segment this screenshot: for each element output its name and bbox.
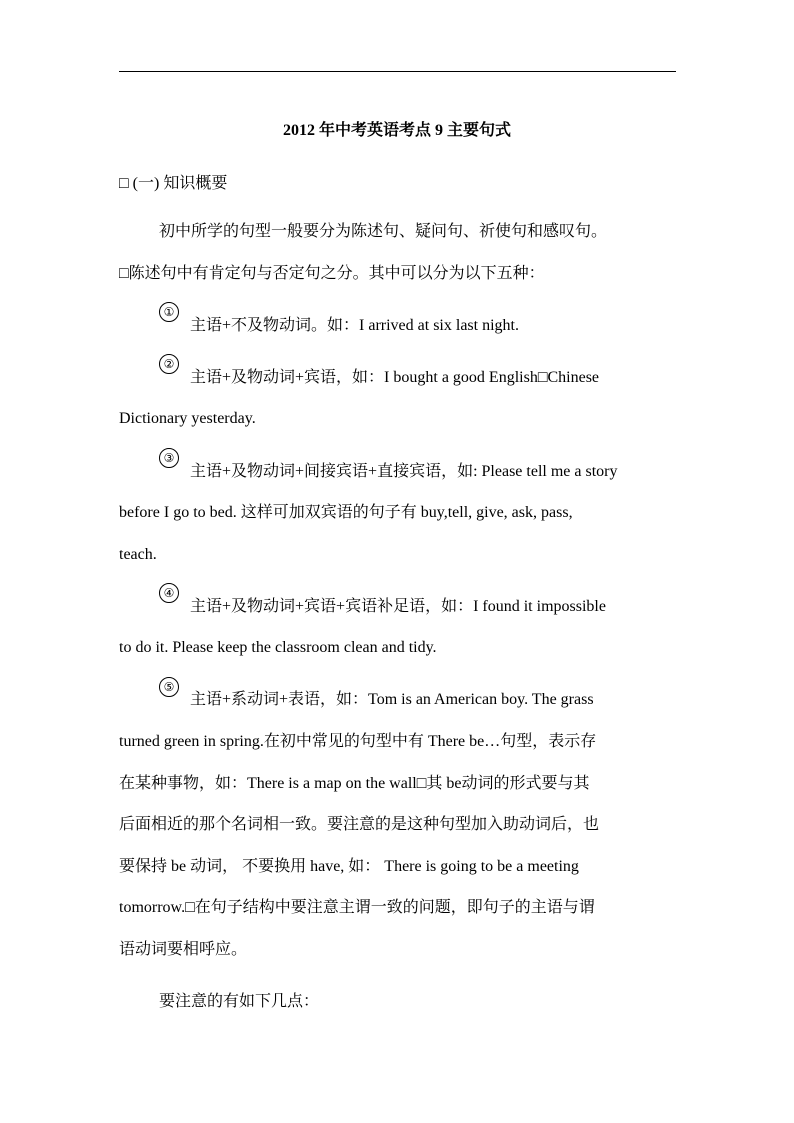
item-number-1: ①	[159, 302, 179, 322]
section-heading: □ (一) 知识概要	[119, 175, 228, 192]
item-5-line-5: 要保持 be 动词， 不要换用 have, 如： There is going to be a meeting	[119, 858, 579, 875]
item-3-line-1: 主语+及物动词+间接宾语+直接宾语，如: Please tell me a story	[190, 463, 618, 480]
item-5-line-6: tomorrow.□在句子结构中要注意主谓一致的问题，即句子的主语与谓	[119, 899, 595, 916]
item-number-4: ④	[159, 583, 179, 603]
item-5-line-3: 在某种事物，如：There is a map on the wall□其 be动词的形式要与其	[119, 775, 590, 792]
item-number-2: ②	[159, 354, 179, 374]
item-3-line-2: before I go to bed. 这样可加双宾语的句子有 buy,tell, give, ask, pass,	[119, 504, 573, 521]
intro-line-2: □陈述句中有肯定句与否定句之分。其中可以分为以下五种：	[119, 265, 545, 282]
item-1-line-1: 主语+不及物动词。如：I arrived at six last night.	[190, 317, 519, 334]
item-4-line-2: to do it. Please keep the classroom clean and tidy.	[119, 639, 437, 656]
header-rule	[119, 71, 676, 72]
page-title: 2012 年中考英语考点 9 主要句式	[282, 122, 511, 139]
item-4-line-1: 主语+及物动词+宾语+宾语补足语，如：I found it impossible	[190, 598, 606, 615]
item-3-line-3: teach.	[119, 546, 157, 563]
intro-line-1: 初中所学的句型一般要分为陈述句、疑问句、祈使句和感叹句。	[159, 223, 608, 240]
item-5-line-2: turned green in spring.在初中常见的句型中有 There be…句型，表示存	[119, 733, 597, 750]
item-5-line-4: 后面相近的那个名词相一致。要注意的是这种句型加入助动词后，也	[119, 816, 600, 833]
item-number-3: ③	[159, 448, 179, 468]
item-5-line-7: 语动词要相呼应。	[119, 941, 248, 958]
item-5-line-1: 主语+系动词+表语，如：Tom is an American boy. The grass	[190, 691, 594, 708]
item-2-line-2: Dictionary yesterday.	[119, 410, 256, 427]
closing-line: 要注意的有如下几点：	[159, 993, 320, 1010]
item-2-line-1: 主语+及物动词+宾语，如：I bought a good English□Chinese	[190, 369, 600, 386]
item-number-5: ⑤	[159, 677, 179, 697]
